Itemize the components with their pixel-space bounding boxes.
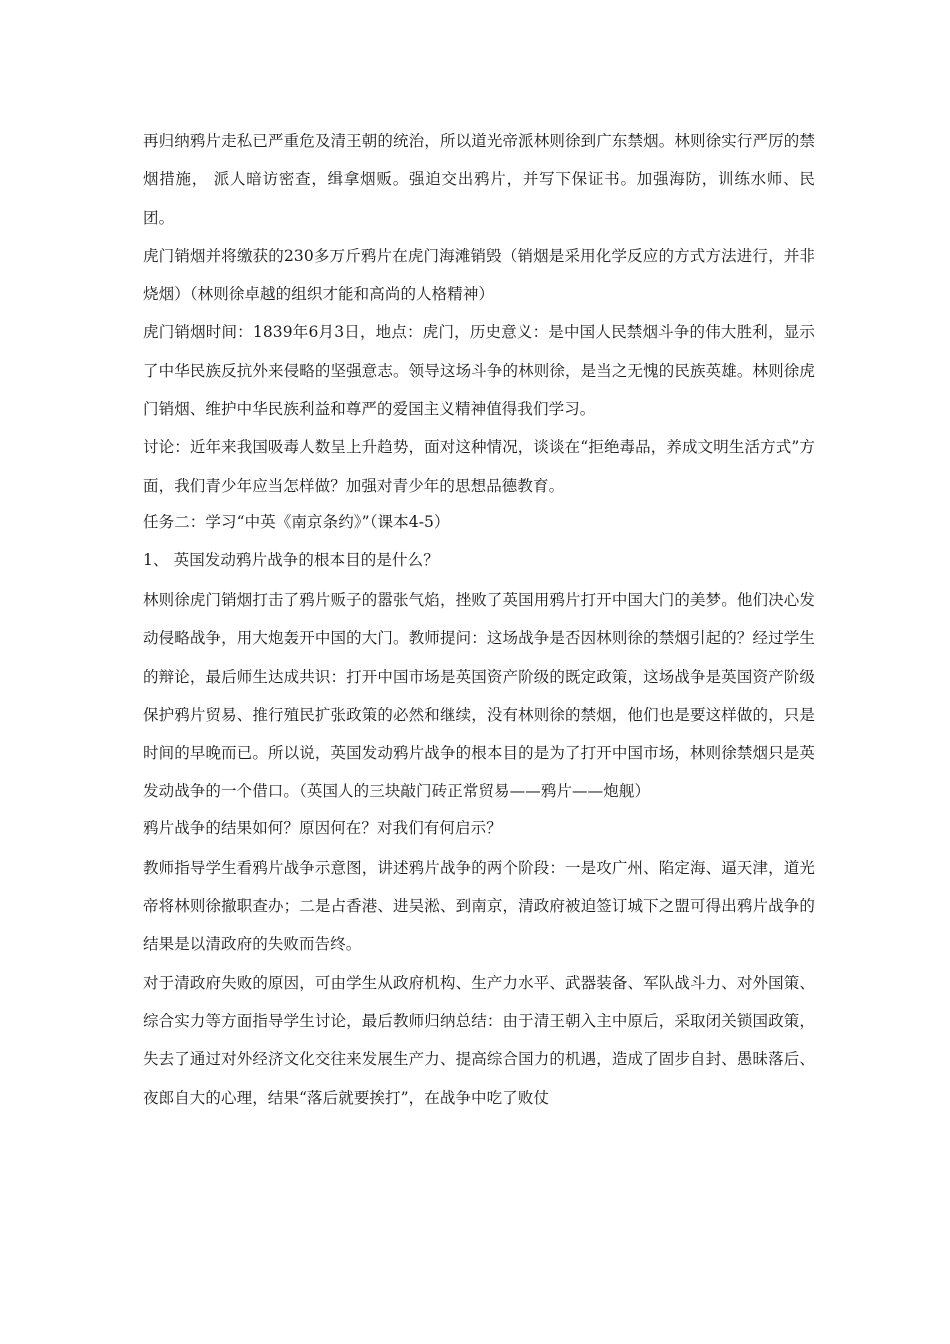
paragraph-humen-significance: 虎门销烟时间：1839年6月3日，地点：虎门，历史意义：是中国人民禁烟斗争的伟大胜利，显示了中华民族反抗外来侵略的坚强意志。领导这场斗争的林则徐，是当之无愧的民族英雄。林则徐虎门销烟、维护中华民族利益和尊严的爱国主义精神值得我们学习。 (143, 323, 815, 419)
paragraph-war-stages: 教师指导学生看鸦片战争示意图，讲述鸦片战争的两个阶段：一是攻广州、陷定海、逼天津，道光帝将林则徐撤职查办；二是占香港、进吴淞、到南京，清政府被迫签订城下之盟可得出鸦片战争的结果是以清政府的失败而告终。 (143, 858, 815, 954)
paragraph-war-purpose: 林则徐虎门销烟打击了鸦片贩子的嚣张气焰，挫败了英国用鸦片打开中国大门的美梦。他们决心发动侵略战争，用大炮轰开中国的大门。教师提问：这场战争是否因林则徐的禁烟引起的？经过学生的辩论，最后师生达成共识：打开中国市场是英国资产阶级的既定政策，这场战争是英国资产阶级保护鸦片贸易、推行殖民扩张政策的必然和继续，没有林则徐的禁烟，他们也是要这样做的，只是时间的早晚而已。所以说，英国发动鸦片战争的根本目的是为了打开中国市场，林则徐禁烟只是英发动战争的一个借口。（英国人的三块敲门砖正常贸易——鸦片——炮舰） (143, 590, 815, 801)
question-one: 1、 英国发动鸦片战争的根本目的是什么？ (143, 550, 439, 569)
paragraph-humen-destruction: 虎门销烟并将缴获的230多万斤鸦片在虎门海滩销毁（销烟是采用化学反应的方式方法进行，并非烧烟）（林则徐卓越的组织才能和高尚的人格精神） (143, 246, 815, 304)
question-war-result: 鸦片战争的结果如何？原因何在？对我们有何启示？ (143, 818, 502, 837)
heading-task-two: 任务二：学习“中英《南京条约》”（课本4-5） (143, 512, 450, 531)
paragraph-discussion: 讨论：近年来我国吸毒人数呈上升趋势，面对这种情况，谈谈在“拒绝毒品，养成文明生活方式”方面，我们青少年应当怎样做？加强对青少年的思想品德教育。 (143, 438, 815, 495)
paragraph-lin-zexu-measures: 再归纳鸦片走私已严重危及清王朝的统治，所以道光帝派林则徐到广东禁烟。林则徐实行严厉的禁烟措施， 派人暗访密查，缉拿烟贩。强迫交出鸦片，并写下保证书。加强海防，训练水师、民团。 (143, 132, 815, 227)
paragraph-defeat-reasons: 对于清政府失败的原因，可由学生从政府机构、生产力水平、武器装备、军队战斗力、对外国策、综合实力等方面指导学生讨论，最后教师归纳总结：由于清王朝入主中原后，采取闭关锁国政策，失去了通过对外经济文化交往来发展生产力、提高综合国力的机遇，造成了固步自封、愚昧落后、夜郎自大的心理，结果“落后就要挨打”，在战争中吃了败仗 (143, 973, 815, 1107)
document-body (143, 122, 815, 1117)
